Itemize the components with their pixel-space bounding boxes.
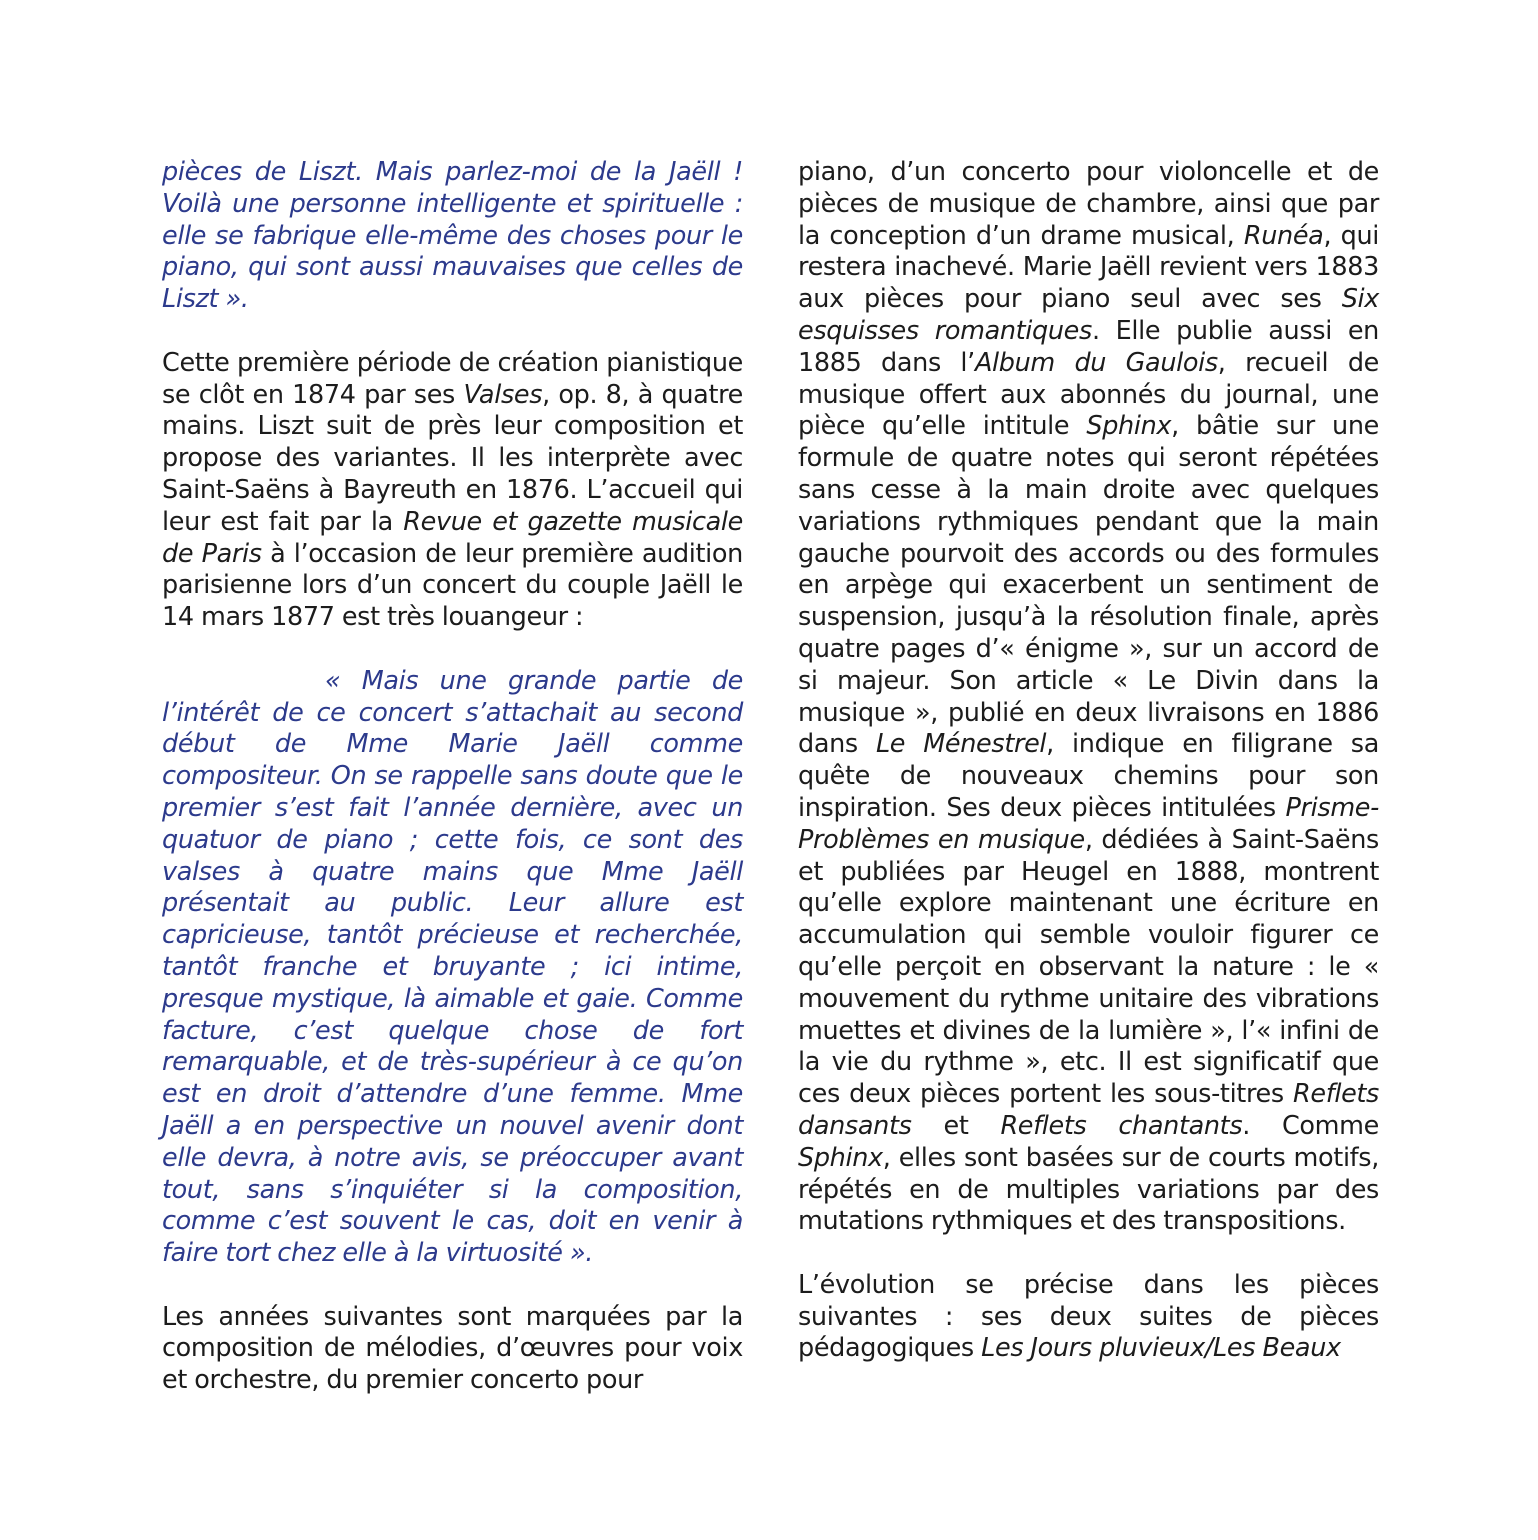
work-title-six-esquisses: Six esquisses romantiques [798,284,1379,346]
quote-continuation-paragraph: pièces de Liszt. Mais parlez-moi de la Jaëll ! Voilà une personne intelligente et spirituelle : elle se fabrique elle-même des choses pour le piano, qui sont aussi mauvaises que celles de Liszt ». [162,157,743,315]
work-title-valses: Valses [463,379,543,410]
publication-title-menestrel: Le Ménestrel [875,729,1047,760]
left-column [162,157,743,1397]
body-paragraph-works [798,157,1379,1238]
text-span: , recueil de musique offert aux abonnés du journal, une pièce qu’elle intitule [798,347,1380,442]
text-span: , dédiées à Saint-Saëns et publiées par Heugel en 1888, montrent qu’elle explore maintenant une écriture en accumulation qui semble vouloir figurer ce qu’elle perçoit en observant la nature : le « mouvement du rythme unitaire des vibrations muettes et divines de la lumière », l’« infini de la vie du rythme », etc. Il est significatif que ces deux pièces portent les sous-titres [798,824,1379,1110]
right-column [798,157,1379,1365]
body-paragraph-following-years: Les années suivantes sont marquées par la composition de mélodies, d’œuvres pour voix et orchestre, du premier concerto pour [162,1301,743,1396]
text-span: . Elle publie aussi en 1885 dans l’ [798,315,1379,378]
subtitle-reflets-chantants: Reflets chantants [1000,1110,1243,1141]
text-span: . Comme [1242,1110,1379,1141]
body-paragraph-evolution [798,1270,1379,1365]
text-span: L’évolution se précise dans les pièces suivantes : ses deux suites de pièces pédagogiques [798,1269,1379,1364]
text-span: piano, d’un concerto pour violoncelle et de pièces de musique de chambre, ainsi que par la conception d’un drame musical, [798,157,1379,251]
work-title-jours-pluvieux: Les Jours pluvieux/Les Beaux [981,1333,1341,1364]
subtitle-reflets-dansants: Reflets dansants [798,1079,1379,1141]
work-title-sphinx-2: Sphinx [798,1142,883,1173]
text-span: et [911,1110,1001,1141]
text-span: Cette première période de création pianistique se clôt en 1874 par ses [162,347,743,410]
text-span: , op. 8, à quatre mains. Liszt suit de près leur composition et propose des variantes. Il les interprète avec Saint-Saëns à Bayreuth en 1876. L’accueil qui leur est fait par la [162,379,744,537]
body-paragraph-creation-period [162,348,743,634]
work-title-sphinx: Sphinx [1086,411,1172,442]
work-title-runea: Runéa [1243,220,1324,251]
text-span: , bâtie sur une formule de quatre notes qui seront répétées sans cesse à la main droite avec quelques variations rythmiques pendant que la main gauche pourvoit des accords ou des formules en arpège qui exacerbent un sentiment de suspension, jusqu’à la résolution finale, après quatre pages d’« énigme », sur un accord de si majeur. Son article « Le Divin dans la musique », publié en deux livraisons en 1886 dans [798,411,1379,760]
press-review-quote: « Mais une grande partie de l’intérêt de ce concert s’attachait au second début de Mme Marie Jaëll comme compositeur. On se rappelle sans doute que le premier s’est fait l’année dernière, avec un quatuor de piano ; cette fois, ce sont des valses à quatre mains que Mme Jaëll présentait au public. Leur allure est capricieuse, tantôt précieuse et recherchée, tantôt franche et bruyante ; ici intime, presque mystique, là aimable et gaie. Comme facture, c’est quelque chose de fort remarquable, et de très-supérieur à ce qu’on est en droit d’attendre d’une femme. Mme Jaëll a en perspective un nouvel avenir dont elle devra, à notre avis, se préoccuper avant tout, sans s’inquiéter si la composition, comme c’est souvent le cas, doit en venir à faire tort chez elle à la virtuosité ». [162,665,743,1269]
text-span: , qui restera inachevé. Marie Jaëll revient vers 1883 aux pièces pour piano seul avec ses [798,220,1379,315]
publication-title-album-gaulois: Album du Gaulois [974,347,1218,378]
work-title-prisme: Prisme-Problèmes en musique [798,792,1379,855]
publication-title-revue: Revue et gazette musicale de Paris [162,506,744,569]
text-span: , indique en filigrane sa quête de nouveaux chemins pour son inspiration. Ses deux pièces intitulées [798,729,1379,823]
text-span: à l’occasion de leur première audition parisienne lors d’un concert du couple Jaëll le 14 mars 1877 est très louangeur : [162,538,743,633]
text-span: , elles sont basées sur de courts motifs, répétés en de multiples variations par des mutations rythmiques et des transpositions. [798,1142,1379,1237]
